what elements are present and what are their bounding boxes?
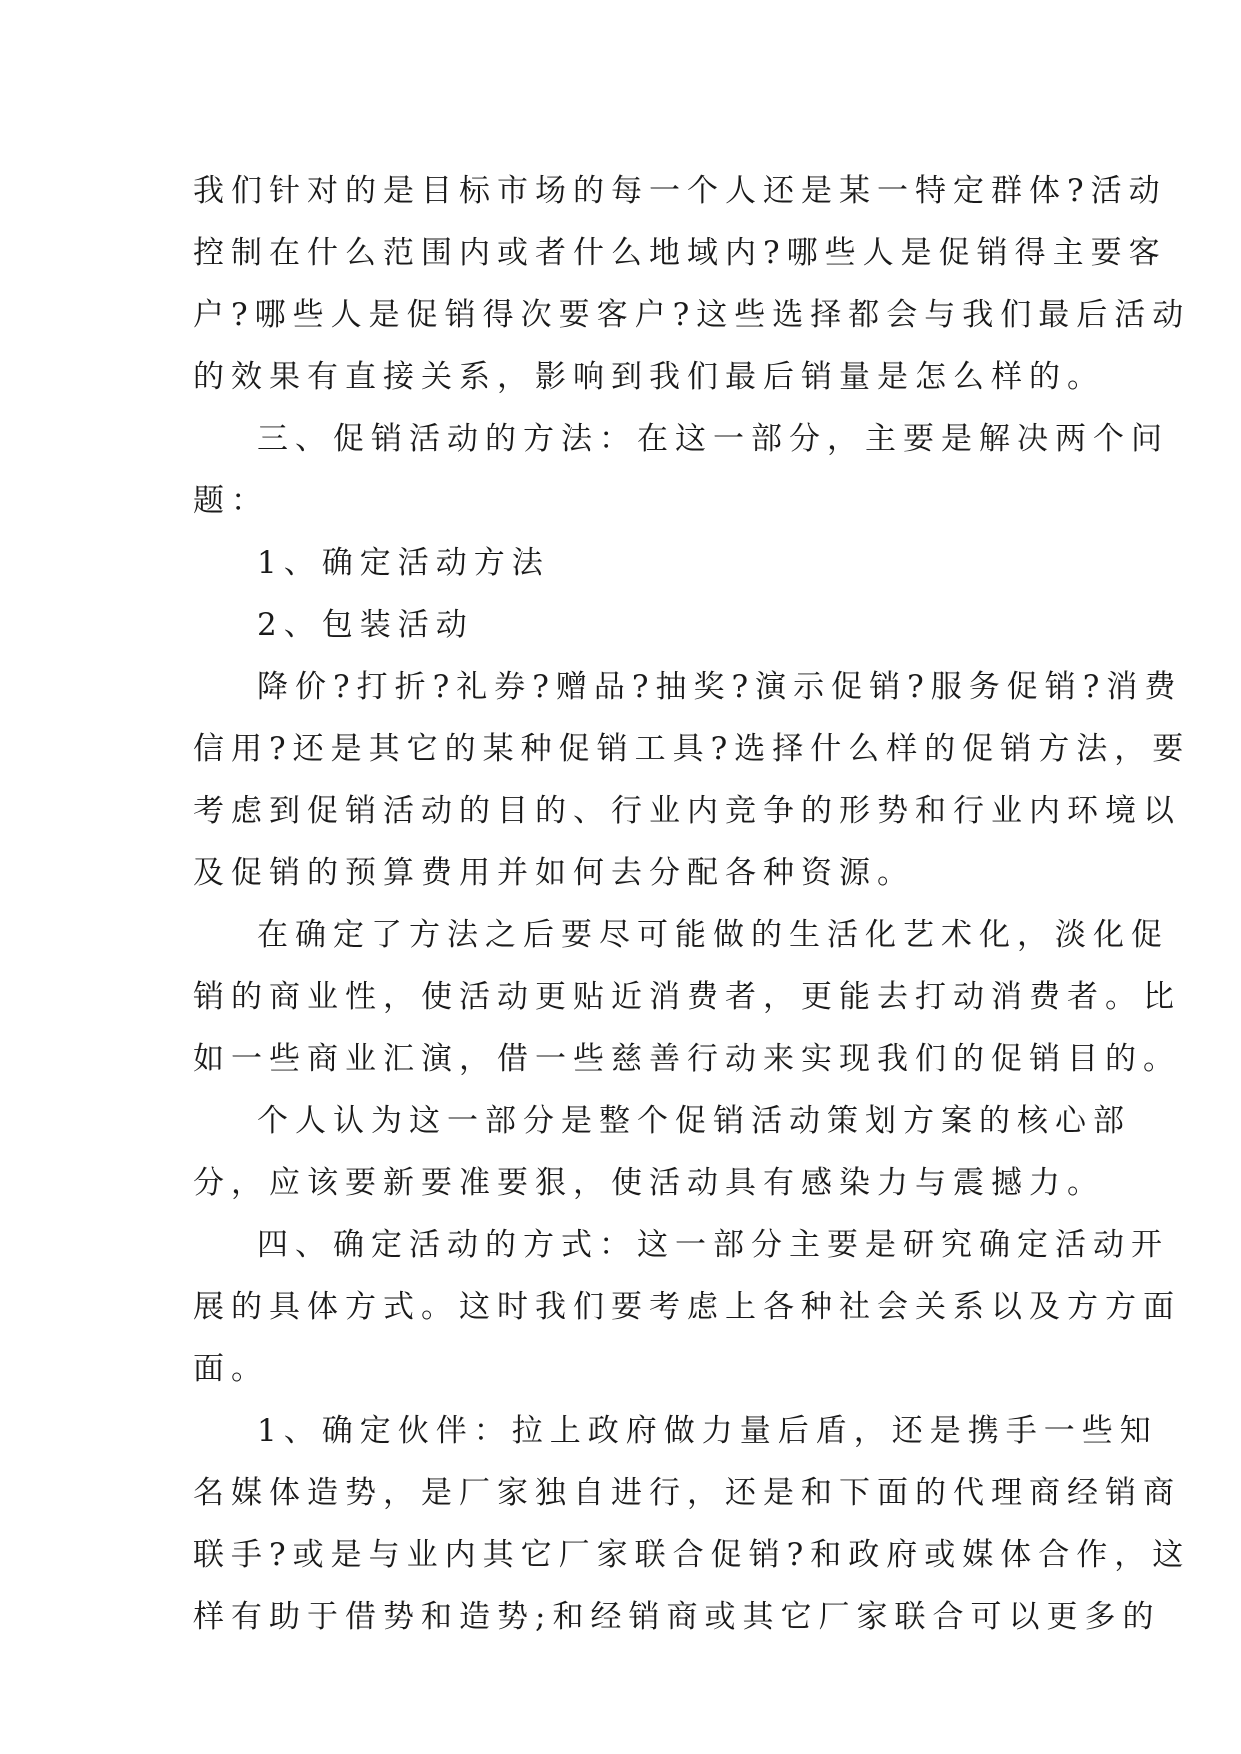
text-line: 分，应该要新要准要狠，使活动具有感染力与震撼力。 bbox=[193, 1165, 1105, 1201]
list-item: 1、确定活动方法 bbox=[257, 545, 550, 581]
text-line: 信用?还是其它的某种促销工具?选择什么样的促销方法，要 bbox=[193, 731, 1191, 767]
section-heading-four: 四、确定活动的方式：这一部分主要是研究确定活动开 bbox=[257, 1227, 1169, 1263]
text-line: 样有助于借势和造势;和经销商或其它厂家联合可以更多的 bbox=[193, 1599, 1161, 1635]
text-line: 在确定了方法之后要尽可能做的生活化艺术化，淡化促 bbox=[257, 917, 1169, 953]
text-line: 及促销的预算费用并如何去分配各种资源。 bbox=[193, 855, 915, 891]
list-item: 2、包装活动 bbox=[257, 607, 474, 643]
text-line: 销的商业性，使活动更贴近消费者，更能去打动消费者。比 bbox=[193, 979, 1181, 1015]
text-line: 个人认为这一部分是整个促销活动策划方案的核心部 bbox=[257, 1103, 1131, 1139]
section-heading-three: 三、促销活动的方法：在这一部分，主要是解决两个问 bbox=[257, 421, 1169, 457]
text-line: 题： bbox=[193, 483, 269, 519]
text-line: 名媒体造势，是厂家独自进行，还是和下面的代理商经销商 bbox=[193, 1475, 1181, 1511]
text-line: 考虑到促销活动的目的、行业内竞争的形势和行业内环境以 bbox=[193, 793, 1181, 829]
text-line: 联手?或是与业内其它厂家联合促销?和政府或媒体合作，这 bbox=[193, 1537, 1191, 1573]
text-line: 降价?打折?礼券?赠品?抽奖?演示促销?服务促销?消费 bbox=[257, 669, 1183, 705]
text-line: 的效果有直接关系，影响到我们最后销量是怎么样的。 bbox=[193, 359, 1105, 395]
text-line: 户?哪些人是促销得次要客户?这些选择都会与我们最后活动 bbox=[193, 297, 1191, 333]
document-body bbox=[193, 160, 1191, 1648]
list-item: 1、确定伙伴：拉上政府做力量后盾，还是携手一些知 bbox=[257, 1413, 1158, 1449]
text-line: 展的具体方式。这时我们要考虑上各种社会关系以及方方面 bbox=[193, 1289, 1181, 1325]
text-line: 面。 bbox=[193, 1351, 269, 1387]
text-line: 控制在什么范围内或者什么地域内?哪些人是促销得主要客 bbox=[193, 235, 1167, 271]
text-line: 如一些商业汇演，借一些慈善行动来实现我们的促销目的。 bbox=[193, 1041, 1181, 1077]
text-line: 我们针对的是目标市场的每一个人还是某一特定群体?活动 bbox=[193, 173, 1167, 209]
